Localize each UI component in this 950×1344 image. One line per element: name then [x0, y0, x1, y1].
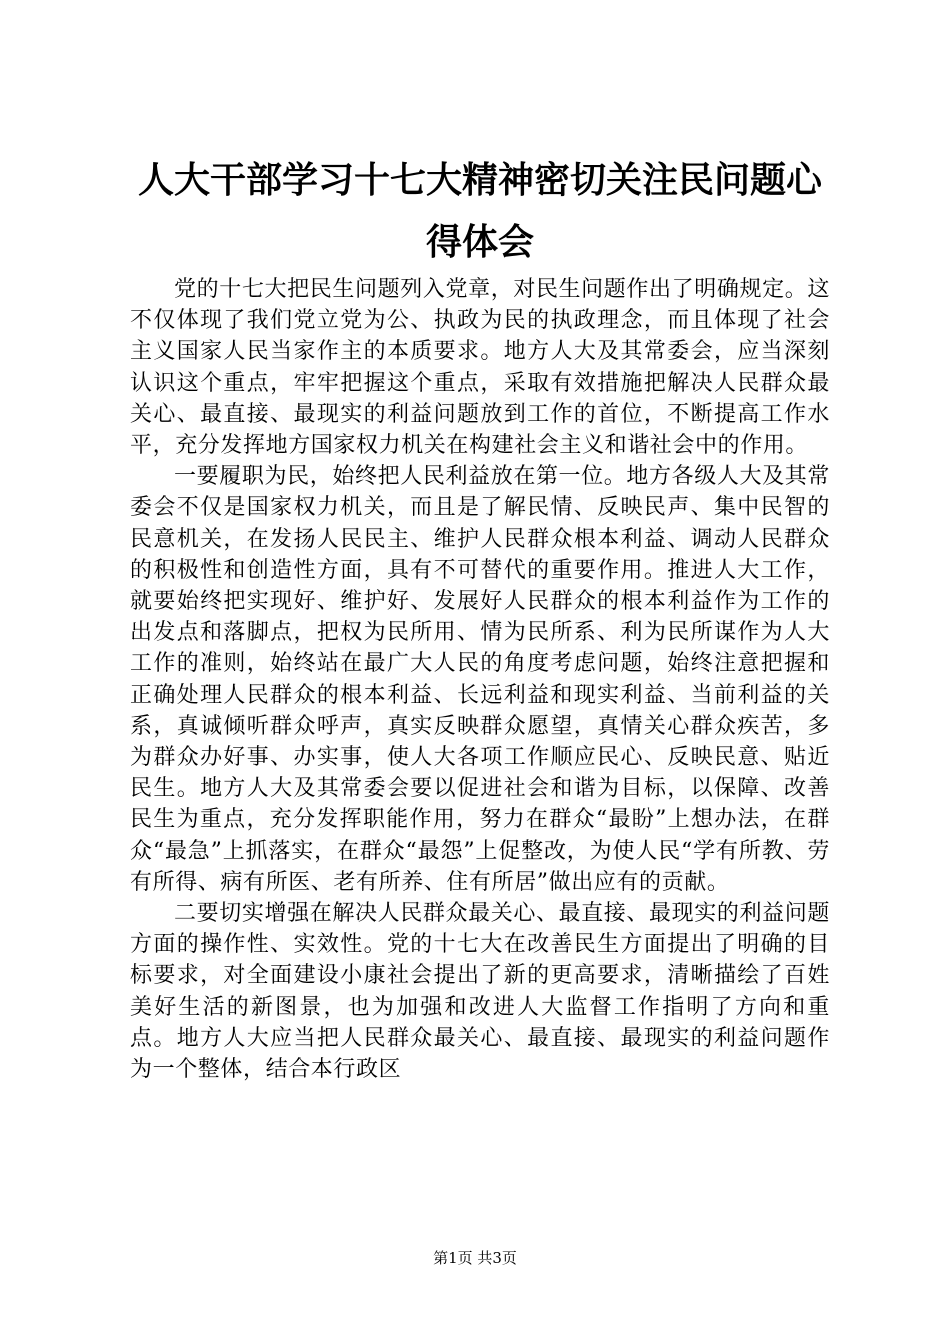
paragraph-point-one: 一要履职为民，始终把人民利益放在第一位。地方各级人大及其常委会不仅是国家权力机关，而且是了解民情、反映民声、集中民智的民意机关，在发扬人民民主、维护人民群众根本利益、调动人民群众的积极性和创造性方面，具有不可替代的重要作用。推进人大工作，就要始终把实现好、维护好、发展好人民群众的根本利益作为工作的出发点和落脚点，把权为民所用、情为民所系、利为民所谋作为人大工作的准则，始终站在最广大人民的角度考虑问题，始终注意把握和正确处理人民群众的根本利益、长远利益和现实利益、当前利益的关系，真诚倾听群众呼声，真实反映群众愿望，真情关心群众疾苦，多为群众办好事、办实事，使人大各项工作顺应民心、反映民意、贴近民生。地方人大及其常委会要以促进社会和谐为目标，以保障、改善民生为重点，充分发挥职能作用，努力在群众“最盼”上想办法，在群众“最急”上抓落实，在群众“最怨”上促整改，为使人民“学有所教、劳有所得、病有所医、老有所养、住有所居”做出应有的贡献。: [130, 464, 830, 895]
page-number-label: 第1页 共3页: [433, 1249, 517, 1267]
paragraph-point-two: 二要切实增强在解决人民群众最关心、最直接、最现实的利益问题方面的操作性、实效性。党的十七大在改善民生方面提出了明确的目标要求，对全面建设小康社会提出了新的更高要求，清晰描绘了百姓美好生活的新图景，也为加强和改进人大监督工作指明了方向和重点。地方人大应当把人民群众最关心、最直接、最现实的利益问题作为一个整体，结合本行政区: [130, 901, 830, 1083]
document-body: [130, 274, 830, 1085]
document-title: 人大干部学习十七大精神密切关注民问题心得体会: [137, 160, 822, 263]
page-footer: [0, 1248, 950, 1268]
paragraph-intro: 党的十七大把民生问题列入党章，对民生问题作出了明确规定。这不仅体现了我们党立党为公、执政为民的执政理念，而且体现了社会主义国家人民当家作主的本质要求。地方人大及其常委会，应当深刻认识这个重点，牢牢把握这个重点，采取有效措施把解决人民群众最关心、最直接、最现实的利益问题放到工作的首位，不断提高工作水平，充分发挥地方国家权力机关在构建社会主义和谐社会中的作用。: [130, 277, 830, 459]
document-page: [130, 150, 830, 1085]
